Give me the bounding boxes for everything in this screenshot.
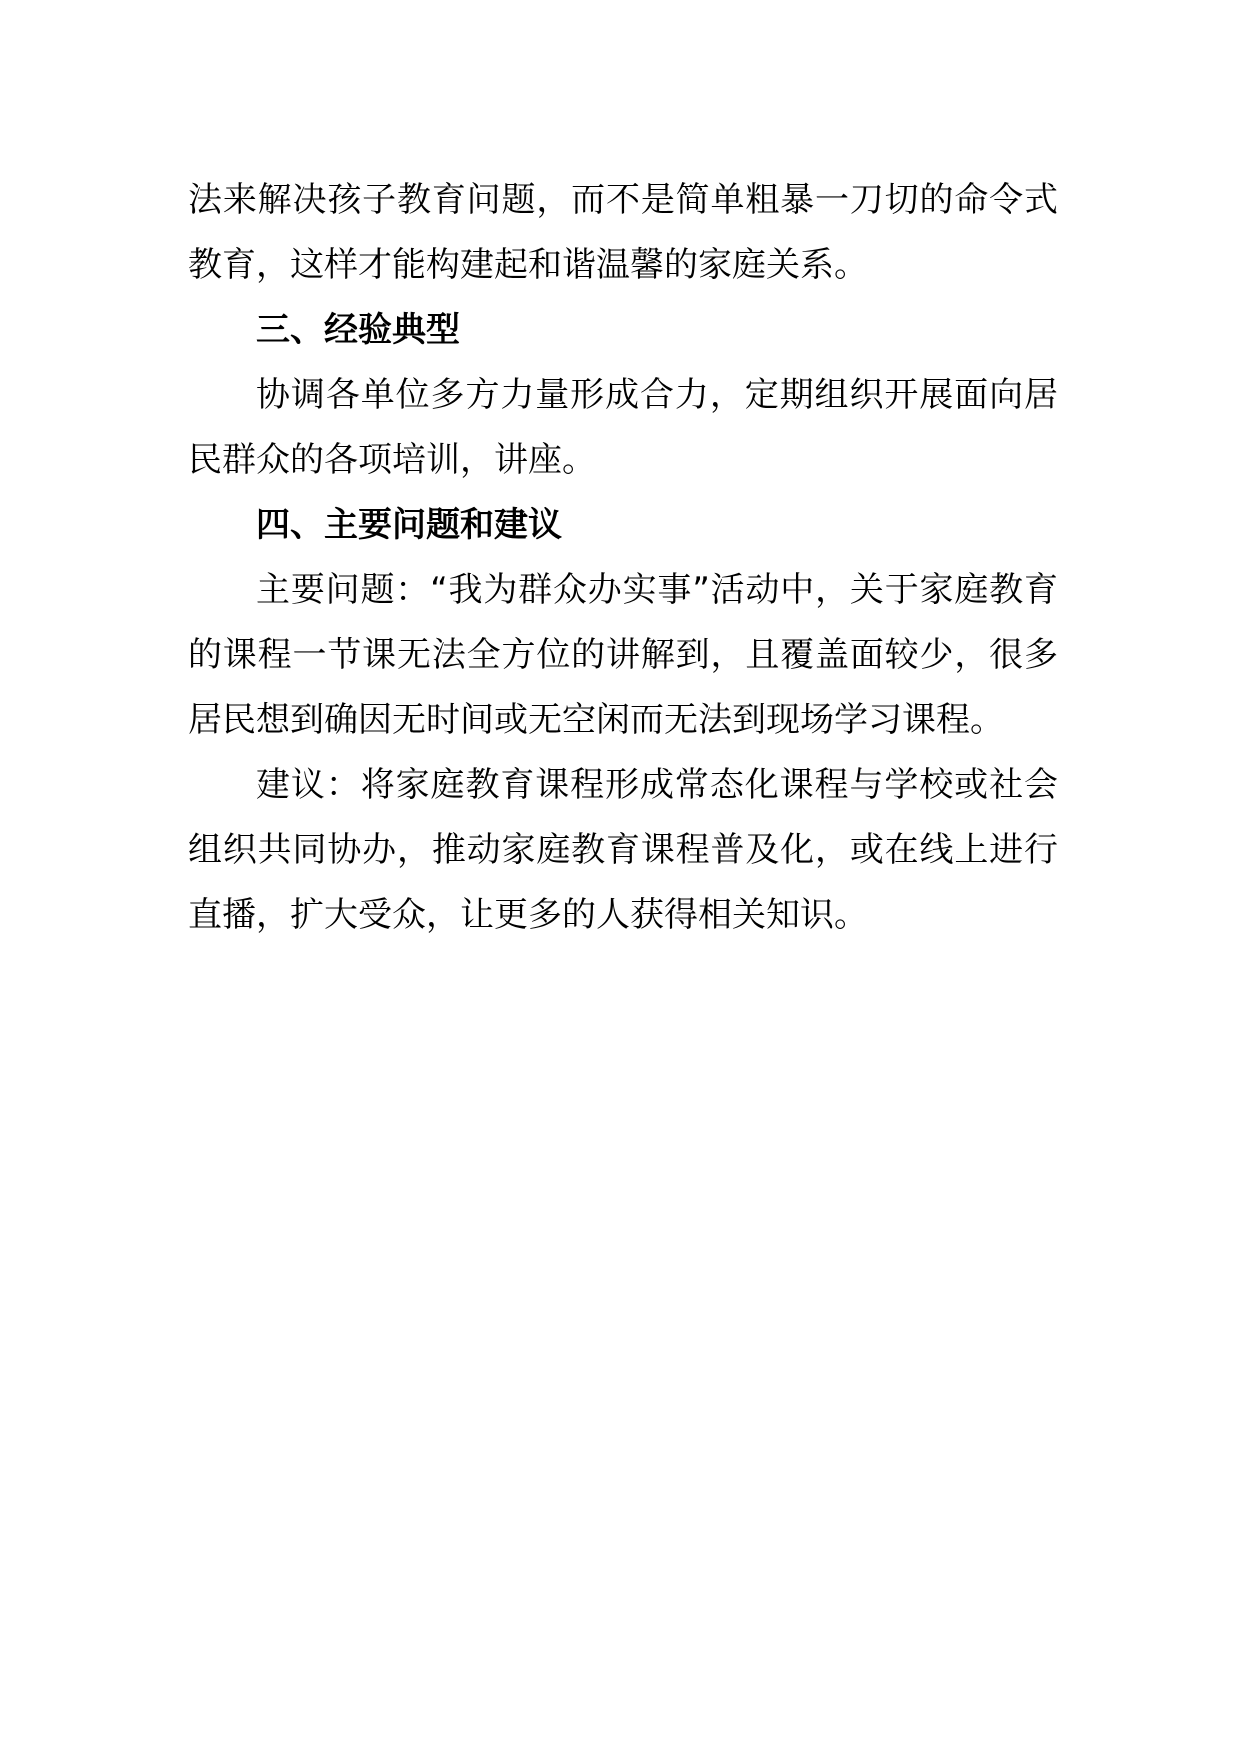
paragraph-suggestions: 建议：将家庭教育课程形成常态化课程与学校或社会组织共同协办，推动家庭教育课程普及化，或在线上进行直播，扩大受众，让更多的人获得相关知识。 [188, 765, 1058, 935]
section-heading-experience: 三、经验典型 [256, 310, 460, 350]
document-body [188, 168, 1058, 948]
paragraph-experience: 协调各单位多方力量形成合力，定期组织开展面向居民群众的各项培训，讲座。 [188, 375, 1058, 480]
paragraph-main-issues: 主要问题：“我为群众办实事”活动中，关于家庭教育的课程一节课无法全方位的讲解到，且覆盖面较少，很多居民想到确因无时间或无空闲而无法到现场学习课程。 [188, 570, 1058, 740]
paragraph-continuation: 法来解决孩子教育问题，而不是简单粗暴一刀切的命令式教育，这样才能构建起和谐温馨的家庭关系。 [188, 180, 1058, 285]
section-heading-issues: 四、主要问题和建议 [256, 505, 562, 545]
